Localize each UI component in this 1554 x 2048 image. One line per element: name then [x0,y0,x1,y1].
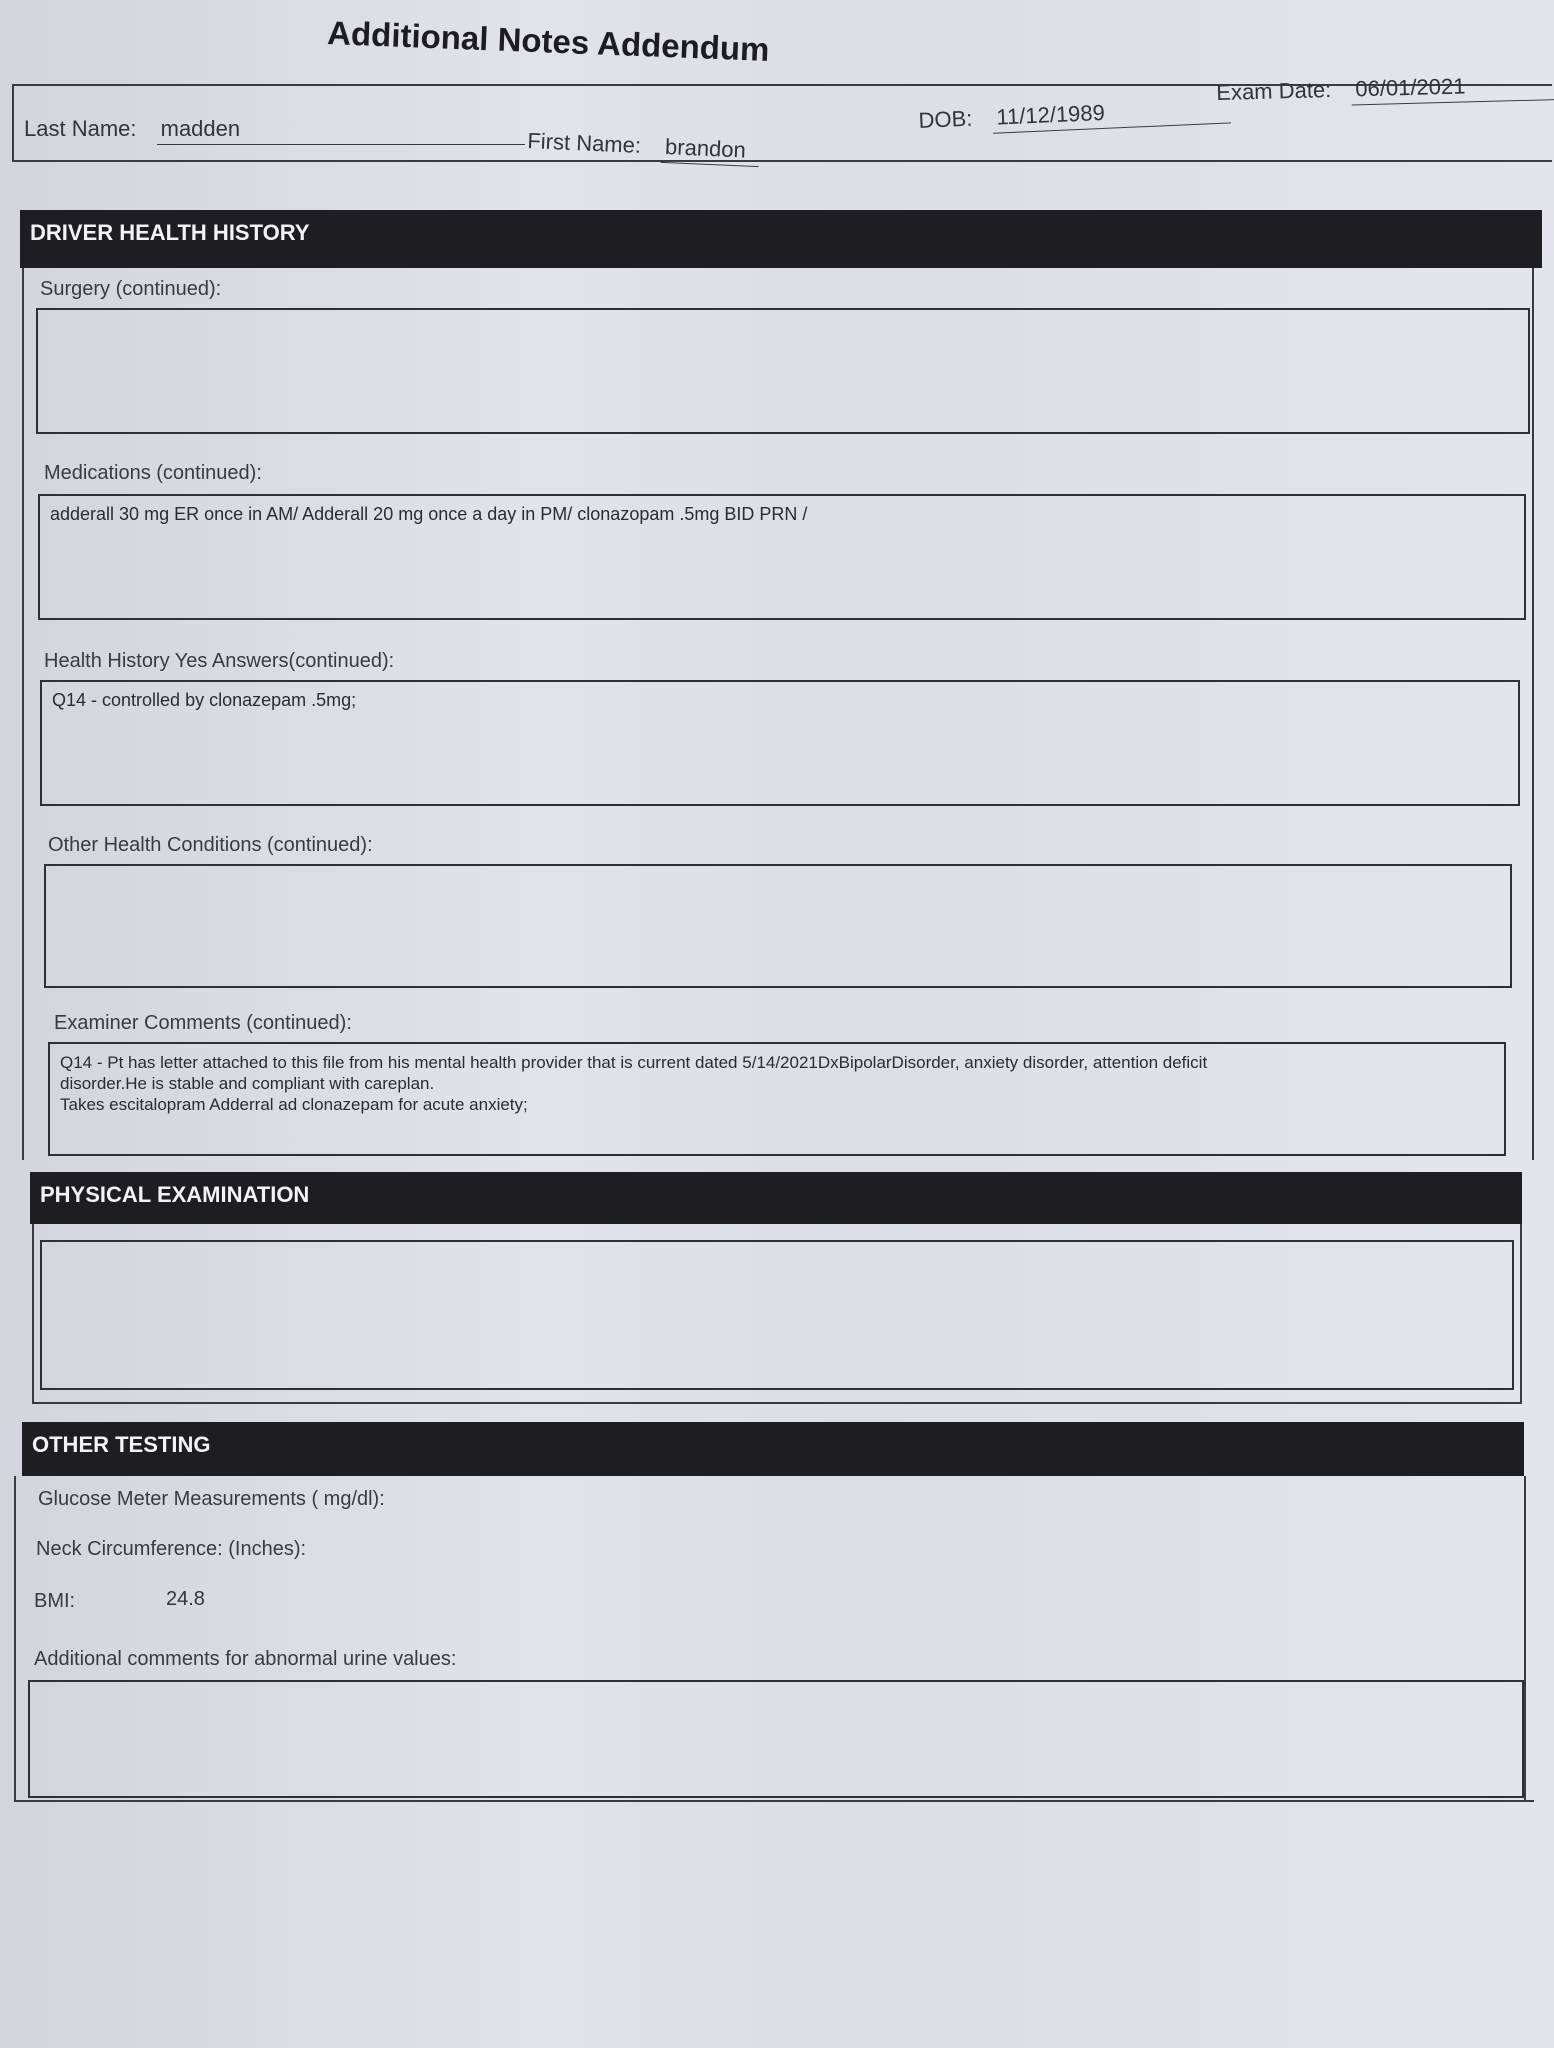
neck-circumference-label: Neck Circumference: (Inches): [36,1538,307,1560]
form-title: Additional Notes Addendum [326,14,771,68]
urine-comments-box[interactable] [28,1680,1524,1798]
surgery-label: Surgery (continued): [40,278,222,300]
other-testing-heading: OTHER TESTING [22,1422,1524,1476]
urine-comments-label: Additional comments for abnormal urine values: [34,1648,457,1670]
form-bottom-rule [14,1800,1534,1802]
surgery-box[interactable] [36,308,1530,434]
bmi-label: BMI: [34,1590,76,1612]
other-conditions-label: Other Health Conditions (continued): [48,834,373,856]
exam-date-value[interactable]: 06/01/2021 [1351,71,1554,105]
glucose-label: Glucose Meter Measurements ( mg/dl): [38,1488,385,1510]
last-name-field [24,116,525,145]
medications-box[interactable] [38,494,1526,620]
last-name-label: Last Name: [24,116,137,141]
health-history-yes-text: Q14 - controlled by clonazepam .5mg; [52,690,357,710]
physical-examination-heading: PHYSICAL EXAMINATION [30,1172,1522,1224]
examiner-comments-label: Examiner Comments (continued): [54,1012,352,1034]
exam-date-label: Exam Date: [1216,76,1332,105]
health-history-yes-box[interactable] [40,680,1520,806]
dob-label: DOB: [918,105,973,133]
examiner-comments-box[interactable] [48,1042,1506,1156]
health-history-yes-label: Health History Yes Answers(continued): [44,650,395,672]
dob-value[interactable]: 11/12/1989 [992,94,1231,133]
other-conditions-box[interactable] [44,864,1512,988]
first-name-label: First Name: [526,128,642,158]
last-name-value[interactable]: madden [157,116,525,145]
physical-examination-box[interactable] [40,1240,1514,1390]
driver-health-history-heading: DRIVER HEALTH HISTORY [20,210,1542,268]
first-name-value[interactable]: brandon [660,134,759,167]
examiner-comments-line-3: Takes escitalopram Adderral ad clonazepam for acute anxiety; [60,1095,528,1114]
examiner-comments-line-2: disorder.He is stable and compliant with careplan. [60,1074,435,1093]
medications-label: Medications (continued): [44,462,262,484]
bmi-value[interactable]: 24.8 [166,1588,205,1610]
medications-text: adderall 30 mg ER once in AM/ Adderall 20 mg once a day in PM/ clonazopam .5mg BID PRN / [50,504,808,524]
examiner-comments-line-1: Q14 - Pt has letter attached to this file from his mental health provider that is current dated 5/14/2021DxBipolarDisorder, anxiety disorder, attention deficit [60,1053,1208,1072]
